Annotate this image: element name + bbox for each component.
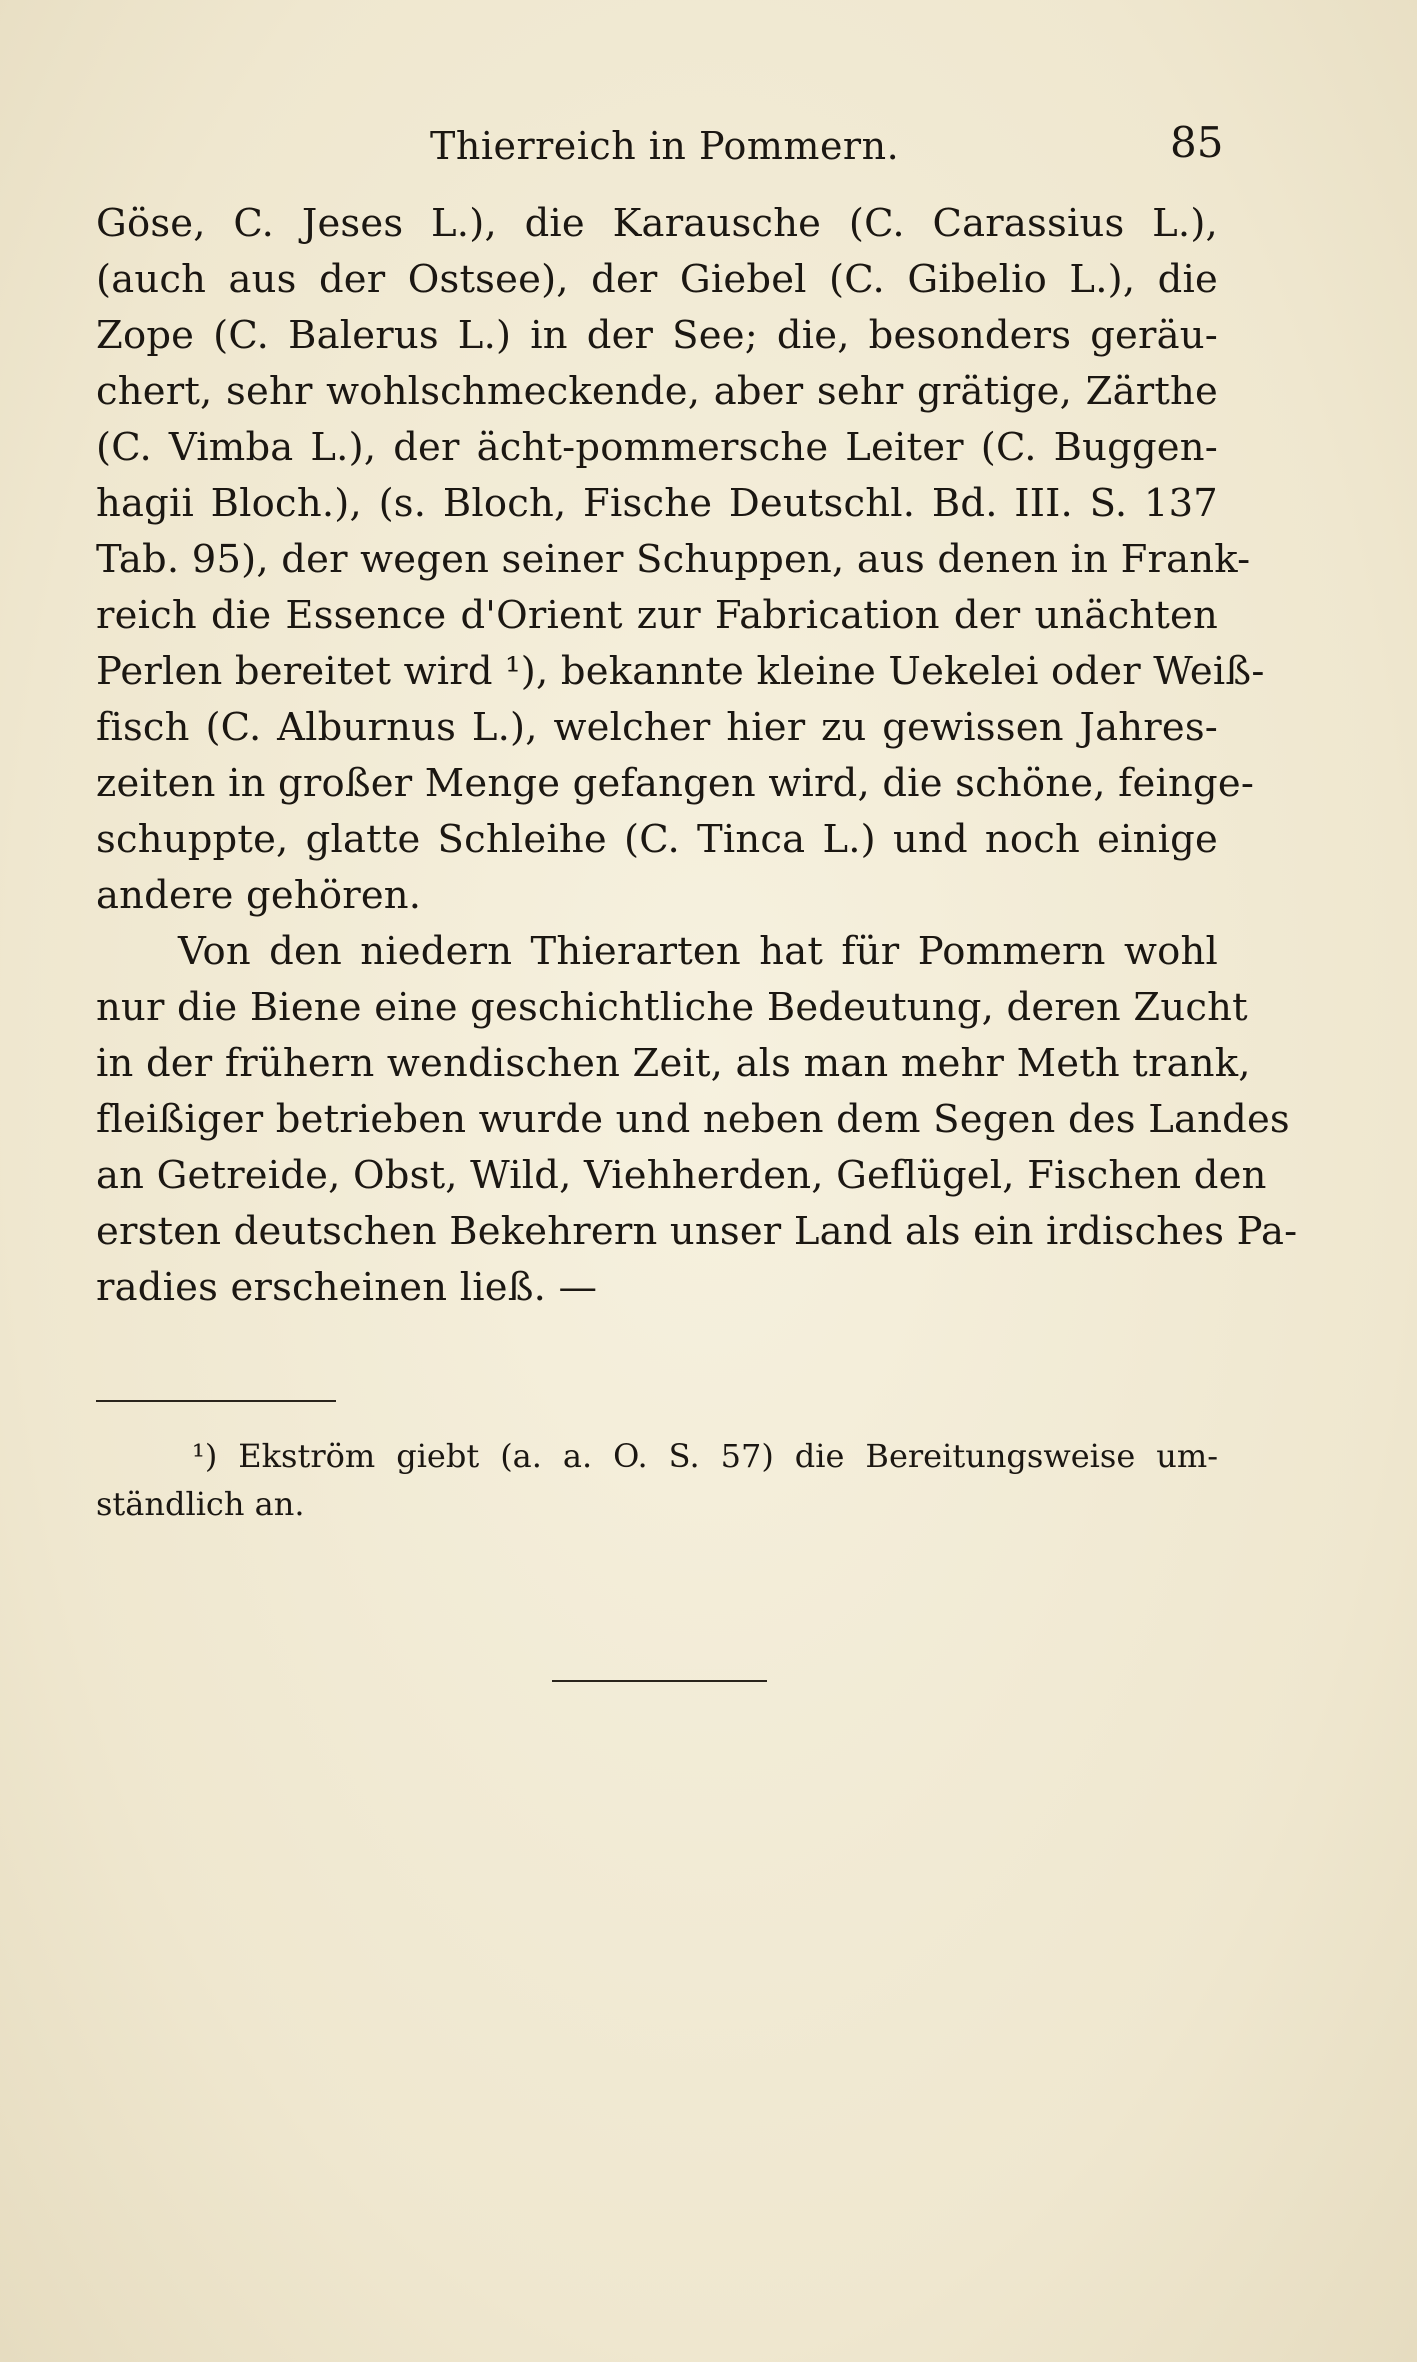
text-line: hagii Bloch.), (s. Bloch, Fische Deutschl. Bd. III. S. 137 [96,481,1218,526]
paragraph-end-line: andere gehören. [96,873,422,918]
text-line: Zope (C. Balerus L.) in der See; die, besonders geräu- [96,313,1218,358]
text-line: fisch (C. Alburnus L.), welcher hier zu gewissen Jahres- [96,705,1218,750]
footnote [96,1432,1218,1528]
end-of-section-rule [552,1680,767,1682]
text-line: Göse, C. Jeses L.), die Karausche (C. Carassius L.), [96,201,1218,246]
text-line: zeiten in großer Menge gefangen wird, die schöne, feinge- [96,761,1255,806]
text-line: ersten deutschen Bekehrern unser Land als ein irdisches Pa- [96,1209,1298,1254]
text-line: (auch aus der Ostsee), der Giebel (C. Gibelio L.), die [96,257,1218,302]
text-line: Tab. 95), der wegen seiner Schuppen, aus denen in Frank- [96,537,1251,582]
text-line: schuppte, glatte Schleihe (C. Tinca L.) und noch einige [96,817,1218,862]
text-line: Perlen bereitet wird ¹), bekannte kleine Uekelei oder Weiß- [96,649,1265,694]
page-number: 85 [1170,118,1224,167]
text-line: reich die Essence d'Orient zur Fabrication der unächten [96,593,1218,638]
footnote-separator [96,1400,336,1402]
paragraph-end-line: radies erscheinen ließ. — [96,1265,598,1310]
text-line: fleißiger betrieben wurde und neben dem Segen des Landes [96,1097,1290,1142]
footnote-line: ¹) Ekström giebt (a. a. O. S. 57) die Bereitungsweise um- [192,1437,1218,1475]
page-header [0,118,1417,178]
text-line: chert, sehr wohlschmeckende, aber sehr grätige, Zärthe [96,369,1218,414]
text-line: nur die Biene eine geschichtliche Bedeutung, deren Zucht [96,985,1248,1030]
paragraph-start-line: Von den niedern Thierarten hat für Pommern wohl [178,929,1218,974]
running-head: Thierreich in Pommern. [430,124,900,168]
text-line: in der frühern wendischen Zeit, als man mehr Meth trank, [96,1041,1251,1086]
footnote-line: ständlich an. [96,1485,305,1523]
body-text [96,196,1298,1316]
text-line: an Getreide, Obst, Wild, Viehherden, Geflügel, Fischen den [96,1153,1267,1198]
text-line: (C. Vimba L.), der ächt-pommersche Leiter (C. Buggen- [96,425,1218,470]
